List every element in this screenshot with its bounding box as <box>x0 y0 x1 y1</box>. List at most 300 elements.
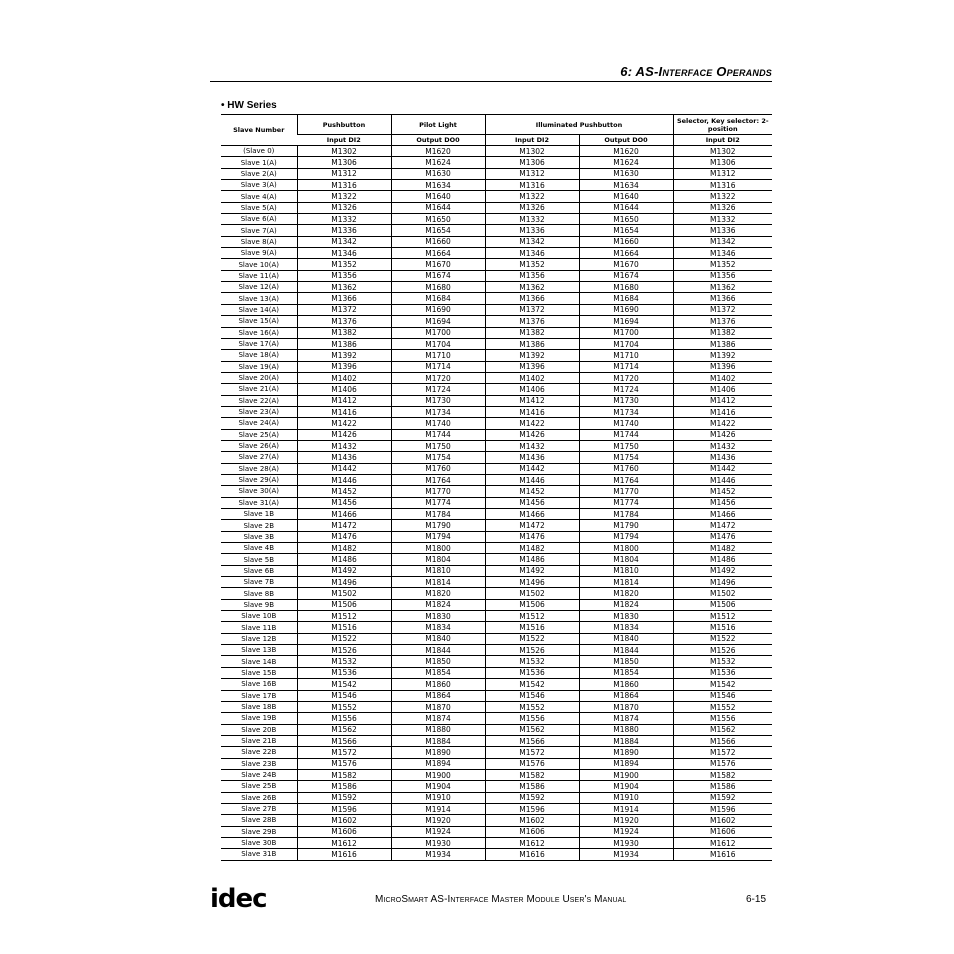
slave-number-cell: Slave 12B <box>221 633 297 644</box>
operand-cell: M1640 <box>391 191 485 202</box>
operand-cell: M1586 <box>485 781 579 792</box>
slave-number-cell: Slave 1(A) <box>221 157 297 168</box>
idec-logo: idec <box>210 884 267 914</box>
header-pushbutton: Pushbutton <box>297 115 391 135</box>
operand-cell: M1436 <box>673 452 772 463</box>
operand-cell: M1362 <box>297 282 391 293</box>
operand-cell: M1840 <box>391 633 485 644</box>
operand-cell: M1496 <box>297 577 391 588</box>
operand-cell: M1880 <box>579 724 673 735</box>
operand-cell: M1844 <box>579 645 673 656</box>
operand-cell: M1612 <box>673 837 772 848</box>
operand-cell: M1436 <box>485 452 579 463</box>
operand-cell: M1536 <box>673 667 772 678</box>
operand-cell: M1774 <box>391 497 485 508</box>
slave-number-cell: Slave 1B <box>221 509 297 520</box>
slave-number-cell: Slave 15B <box>221 667 297 678</box>
slave-number-cell: Slave 30B <box>221 837 297 848</box>
slave-number-cell: Slave 25(A) <box>221 429 297 440</box>
table-row <box>221 384 772 395</box>
slave-number-cell: Slave 8B <box>221 588 297 599</box>
table-row <box>221 497 772 508</box>
operand-cell: M1572 <box>485 747 579 758</box>
operand-cell: M1644 <box>579 202 673 213</box>
operand-cell: M1566 <box>297 735 391 746</box>
operand-cell: M1800 <box>579 543 673 554</box>
table-row <box>221 293 772 304</box>
table-row <box>221 656 772 667</box>
operand-cell: M1644 <box>391 202 485 213</box>
table-row <box>221 520 772 531</box>
operand-cell: M1542 <box>485 679 579 690</box>
table-row <box>221 372 772 383</box>
operand-cell: M1342 <box>673 236 772 247</box>
operand-cell: M1366 <box>673 293 772 304</box>
operand-cell: M1910 <box>579 792 673 803</box>
operand-cell: M1412 <box>673 395 772 406</box>
operand-cell: M1496 <box>673 577 772 588</box>
operand-cell: M1744 <box>391 429 485 440</box>
operand-cell: M1870 <box>579 701 673 712</box>
table-row <box>221 690 772 701</box>
operand-cell: M1930 <box>579 837 673 848</box>
operand-cell: M1316 <box>485 180 579 191</box>
table-row <box>221 849 772 860</box>
operand-cell: M1714 <box>579 361 673 372</box>
operand-cell: M1914 <box>579 803 673 814</box>
operand-cell: M1784 <box>579 509 673 520</box>
operand-cell: M1452 <box>485 486 579 497</box>
operand-cell: M1596 <box>485 803 579 814</box>
slave-number-cell: Slave 12(A) <box>221 282 297 293</box>
operand-cell: M1606 <box>673 826 772 837</box>
operand-cell: M1934 <box>579 849 673 860</box>
operand-cell: M1634 <box>579 180 673 191</box>
operand-cell: M1714 <box>391 361 485 372</box>
operand-cell: M1352 <box>673 259 772 270</box>
operand-cell: M1322 <box>297 191 391 202</box>
table-row <box>221 815 772 826</box>
operand-cell: M1446 <box>485 474 579 485</box>
operand-cell: M1750 <box>391 440 485 451</box>
operand-cell: M1612 <box>297 837 391 848</box>
table-row <box>221 214 772 225</box>
operand-cell: M1306 <box>673 157 772 168</box>
operand-cell: M1532 <box>485 656 579 667</box>
table-row <box>221 304 772 315</box>
operand-cell: M1526 <box>297 645 391 656</box>
operand-cell: M1516 <box>297 622 391 633</box>
operand-cell: M1724 <box>579 384 673 395</box>
operand-cell: M1664 <box>579 248 673 259</box>
table-row <box>221 248 772 259</box>
operand-cell: M1446 <box>297 474 391 485</box>
operand-cell: M1332 <box>673 214 772 225</box>
operand-cell: M1854 <box>391 667 485 678</box>
operand-cell: M1342 <box>485 236 579 247</box>
slave-number-cell: Slave 9(A) <box>221 248 297 259</box>
operand-cell: M1630 <box>579 168 673 179</box>
operand-cell: M1874 <box>391 713 485 724</box>
operand-cell: M1302 <box>297 146 391 157</box>
slave-number-cell: Slave 24B <box>221 769 297 780</box>
slave-number-cell: Slave 22(A) <box>221 395 297 406</box>
table-row <box>221 282 772 293</box>
operand-cell: M1934 <box>391 849 485 860</box>
operand-cell: M1684 <box>579 293 673 304</box>
operand-cell: M1624 <box>391 157 485 168</box>
operand-cell: M1834 <box>391 622 485 633</box>
chapter-title: 6: AS-Interface Operands <box>620 64 772 79</box>
operand-cell: M1920 <box>391 815 485 826</box>
operand-cell: M1592 <box>673 792 772 803</box>
operand-cell: M1566 <box>485 735 579 746</box>
operand-cell: M1416 <box>485 406 579 417</box>
operand-cell: M1472 <box>297 520 391 531</box>
operand-cell: M1452 <box>673 486 772 497</box>
operand-cell: M1312 <box>673 168 772 179</box>
operand-cell: M1810 <box>391 565 485 576</box>
operand-cell: M1422 <box>673 418 772 429</box>
operand-cell: M1382 <box>297 327 391 338</box>
slave-number-cell: Slave 28B <box>221 815 297 826</box>
table-row <box>221 826 772 837</box>
slave-number-cell: Slave 10B <box>221 611 297 622</box>
operand-cell: M1606 <box>485 826 579 837</box>
operand-cell: M1416 <box>297 406 391 417</box>
operand-cell: M1924 <box>391 826 485 837</box>
operand-cell: M1552 <box>673 701 772 712</box>
operand-cell: M1406 <box>485 384 579 395</box>
operand-cell: M1572 <box>297 747 391 758</box>
operand-cell: M1552 <box>297 701 391 712</box>
operand-cell: M1322 <box>673 191 772 202</box>
operand-cell: M1332 <box>297 214 391 225</box>
operand-cell: M1576 <box>485 758 579 769</box>
operand-cell: M1412 <box>297 395 391 406</box>
operand-cell: M1770 <box>391 486 485 497</box>
operand-cell: M1336 <box>673 225 772 236</box>
operand-cell: M1542 <box>297 679 391 690</box>
operand-cell: M1860 <box>579 679 673 690</box>
operand-cell: M1396 <box>297 361 391 372</box>
table-row <box>221 735 772 746</box>
operand-cell: M1582 <box>673 769 772 780</box>
operand-cell: M1302 <box>673 146 772 157</box>
operand-cell: M1630 <box>391 168 485 179</box>
page-number: 6-15 <box>745 894 766 905</box>
operand-cell: M1850 <box>579 656 673 667</box>
operand-cell: M1322 <box>485 191 579 202</box>
header-illuminated-pushbutton: Illuminated Pushbutton <box>485 115 673 135</box>
operand-cell: M1402 <box>297 372 391 383</box>
operand-cell: M1396 <box>673 361 772 372</box>
slave-number-cell: Slave 18(A) <box>221 350 297 361</box>
subheader-illuminated-input: Input DI2 <box>485 135 579 146</box>
operand-cell: M1870 <box>391 701 485 712</box>
operand-cell: M1392 <box>485 350 579 361</box>
slave-number-cell: Slave 10(A) <box>221 259 297 270</box>
table-row <box>221 327 772 338</box>
operand-cell: M1734 <box>579 406 673 417</box>
operand-cell: M1436 <box>297 452 391 463</box>
slave-number-cell: Slave 14B <box>221 656 297 667</box>
operand-cell: M1880 <box>391 724 485 735</box>
operand-cell: M1382 <box>485 327 579 338</box>
operand-cell: M1820 <box>579 588 673 599</box>
slave-number-cell: Slave 6B <box>221 565 297 576</box>
operand-cell: M1352 <box>297 259 391 270</box>
operand-cell: M1572 <box>673 747 772 758</box>
slave-number-cell: Slave 5B <box>221 554 297 565</box>
table-row <box>221 406 772 417</box>
operand-cell: M1670 <box>579 259 673 270</box>
slave-number-cell: Slave 6(A) <box>221 214 297 225</box>
operand-cell: M1372 <box>673 304 772 315</box>
operand-cell: M1442 <box>673 463 772 474</box>
table-row <box>221 225 772 236</box>
table-row <box>221 270 772 281</box>
operand-cell: M1924 <box>579 826 673 837</box>
operand-cell: M1824 <box>391 599 485 610</box>
operand-cell: M1824 <box>579 599 673 610</box>
operand-cell: M1750 <box>579 440 673 451</box>
operand-cell: M1660 <box>391 236 485 247</box>
table-row <box>221 531 772 542</box>
operand-cell: M1800 <box>391 543 485 554</box>
slave-number-cell: Slave 23(A) <box>221 406 297 417</box>
operand-cell: M1914 <box>391 803 485 814</box>
operand-cell: M1426 <box>673 429 772 440</box>
operand-cell: M1890 <box>391 747 485 758</box>
slave-number-cell: Slave 5(A) <box>221 202 297 213</box>
operand-cell: M1840 <box>579 633 673 644</box>
operand-cell: M1694 <box>579 316 673 327</box>
table-row <box>221 724 772 735</box>
operand-cell: M1502 <box>297 588 391 599</box>
operand-cell: M1920 <box>579 815 673 826</box>
header-rule <box>210 81 772 82</box>
slave-number-cell: Slave 20B <box>221 724 297 735</box>
operand-cell: M1616 <box>485 849 579 860</box>
operand-cell: M1582 <box>485 769 579 780</box>
operand-cell: M1760 <box>579 463 673 474</box>
operand-cell: M1790 <box>579 520 673 531</box>
slave-number-cell: Slave 4(A) <box>221 191 297 202</box>
operand-cell: M1412 <box>485 395 579 406</box>
table-row <box>221 191 772 202</box>
operand-cell: M1576 <box>673 758 772 769</box>
operand-cell: M1422 <box>485 418 579 429</box>
slave-number-cell: Slave 3(A) <box>221 180 297 191</box>
operand-cell: M1336 <box>297 225 391 236</box>
operand-cell: M1382 <box>673 327 772 338</box>
header-slave-number: Slave Number <box>221 115 297 146</box>
table-row <box>221 316 772 327</box>
slave-number-cell: Slave 23B <box>221 758 297 769</box>
slave-number-cell: Slave 27(A) <box>221 452 297 463</box>
operand-cell: M1654 <box>391 225 485 236</box>
operand-cell: M1660 <box>579 236 673 247</box>
operand-cell: M1764 <box>579 474 673 485</box>
header-selector: Selector, Key selector: 2-position <box>673 115 772 135</box>
operand-cell: M1472 <box>485 520 579 531</box>
table-row <box>221 338 772 349</box>
operand-cell: M1342 <box>297 236 391 247</box>
slave-number-cell: Slave 3B <box>221 531 297 542</box>
operand-cell: M1392 <box>673 350 772 361</box>
operand-cell: M1532 <box>673 656 772 667</box>
operand-cell: M1704 <box>579 338 673 349</box>
operand-cell: M1372 <box>485 304 579 315</box>
operand-cell: M1346 <box>297 248 391 259</box>
operand-cell: M1684 <box>391 293 485 304</box>
operand-cell: M1356 <box>485 270 579 281</box>
table-row <box>221 679 772 690</box>
operand-cell: M1710 <box>391 350 485 361</box>
operand-cell: M1592 <box>485 792 579 803</box>
slave-number-cell: Slave 14(A) <box>221 304 297 315</box>
operand-cell: M1306 <box>485 157 579 168</box>
table-row <box>221 667 772 678</box>
slave-number-cell: Slave 13(A) <box>221 293 297 304</box>
operand-cell: M1546 <box>485 690 579 701</box>
operand-cell: M1794 <box>391 531 485 542</box>
operand-cell: M1784 <box>391 509 485 520</box>
operand-cell: M1362 <box>673 282 772 293</box>
operand-cell: M1854 <box>579 667 673 678</box>
operand-cell: M1456 <box>485 497 579 508</box>
operand-cell: M1634 <box>391 180 485 191</box>
table-row <box>221 769 772 780</box>
operand-cell: M1376 <box>297 316 391 327</box>
operand-cell: M1904 <box>391 781 485 792</box>
table-row <box>221 350 772 361</box>
operand-cell: M1426 <box>485 429 579 440</box>
operand-cell: M1602 <box>485 815 579 826</box>
operand-cell: M1512 <box>297 611 391 622</box>
table-row <box>221 781 772 792</box>
operand-cell: M1576 <box>297 758 391 769</box>
operand-cell: M1596 <box>297 803 391 814</box>
operand-cell: M1402 <box>673 372 772 383</box>
operand-cell: M1536 <box>297 667 391 678</box>
operand-cell: M1522 <box>297 633 391 644</box>
operand-cell: M1326 <box>485 202 579 213</box>
manual-title: MicroSmart AS-Interface Master Module User's Manual <box>375 894 627 905</box>
table-row <box>221 202 772 213</box>
operand-cell: M1326 <box>297 202 391 213</box>
operand-cell: M1674 <box>391 270 485 281</box>
table-row <box>221 418 772 429</box>
table-row <box>221 157 772 168</box>
operand-cell: M1452 <box>297 486 391 497</box>
operand-cell: M1396 <box>485 361 579 372</box>
operand-cell: M1556 <box>673 713 772 724</box>
operand-cell: M1754 <box>391 452 485 463</box>
operand-cell: M1502 <box>485 588 579 599</box>
table-row <box>221 577 772 588</box>
operand-cell: M1680 <box>579 282 673 293</box>
operand-table <box>221 114 772 861</box>
operand-cell: M1542 <box>673 679 772 690</box>
operand-cell: M1690 <box>391 304 485 315</box>
operand-cell: M1426 <box>297 429 391 440</box>
operand-cell: M1482 <box>485 543 579 554</box>
operand-cell: M1794 <box>579 531 673 542</box>
slave-number-cell: Slave 8(A) <box>221 236 297 247</box>
slave-number-cell: Slave 29(A) <box>221 474 297 485</box>
table-row <box>221 633 772 644</box>
operand-cell: M1456 <box>673 497 772 508</box>
operand-cell: M1482 <box>297 543 391 554</box>
table-row <box>221 509 772 520</box>
operand-cell: M1804 <box>391 554 485 565</box>
operand-cell: M1744 <box>579 429 673 440</box>
table-row <box>221 259 772 270</box>
operand-cell: M1582 <box>297 769 391 780</box>
operand-cell: M1362 <box>485 282 579 293</box>
operand-cell: M1326 <box>673 202 772 213</box>
operand-cell: M1894 <box>579 758 673 769</box>
operand-cell: M1720 <box>579 372 673 383</box>
operand-cell: M1552 <box>485 701 579 712</box>
operand-cell: M1512 <box>673 611 772 622</box>
operand-cell: M1346 <box>485 248 579 259</box>
operand-cell: M1432 <box>673 440 772 451</box>
table-row <box>221 146 772 157</box>
operand-cell: M1894 <box>391 758 485 769</box>
operand-cell: M1506 <box>485 599 579 610</box>
table-row <box>221 622 772 633</box>
operand-cell: M1522 <box>485 633 579 644</box>
operand-cell: M1650 <box>579 214 673 225</box>
operand-cell: M1432 <box>297 440 391 451</box>
operand-cell: M1356 <box>297 270 391 281</box>
operand-cell: M1466 <box>673 509 772 520</box>
operand-cell: M1680 <box>391 282 485 293</box>
operand-cell: M1764 <box>391 474 485 485</box>
section-title: • HW Series <box>221 100 277 111</box>
operand-cell: M1526 <box>485 645 579 656</box>
operand-cell: M1376 <box>485 316 579 327</box>
slave-number-cell: Slave 21(A) <box>221 384 297 395</box>
slave-number-cell: Slave 11B <box>221 622 297 633</box>
operand-cell: M1356 <box>673 270 772 281</box>
operand-cell: M1624 <box>579 157 673 168</box>
slave-number-cell: Slave 26(A) <box>221 440 297 451</box>
slave-number-cell: Slave 16B <box>221 679 297 690</box>
operand-cell: M1592 <box>297 792 391 803</box>
operand-cell: M1760 <box>391 463 485 474</box>
operand-cell: M1306 <box>297 157 391 168</box>
subheader-pilot-light-output: Output DO0 <box>391 135 485 146</box>
operand-cell: M1586 <box>297 781 391 792</box>
table-row <box>221 474 772 485</box>
slave-number-cell: Slave 7(A) <box>221 225 297 236</box>
operand-cell: M1844 <box>391 645 485 656</box>
operand-cell: M1466 <box>485 509 579 520</box>
table-row <box>221 361 772 372</box>
slave-number-cell: Slave 25B <box>221 781 297 792</box>
slave-number-cell: Slave 17(A) <box>221 338 297 349</box>
operand-cell: M1472 <box>673 520 772 531</box>
operand-cell: M1620 <box>579 146 673 157</box>
table-row <box>221 180 772 191</box>
slave-number-cell: Slave 18B <box>221 701 297 712</box>
operand-cell: M1930 <box>391 837 485 848</box>
operand-cell: M1654 <box>579 225 673 236</box>
